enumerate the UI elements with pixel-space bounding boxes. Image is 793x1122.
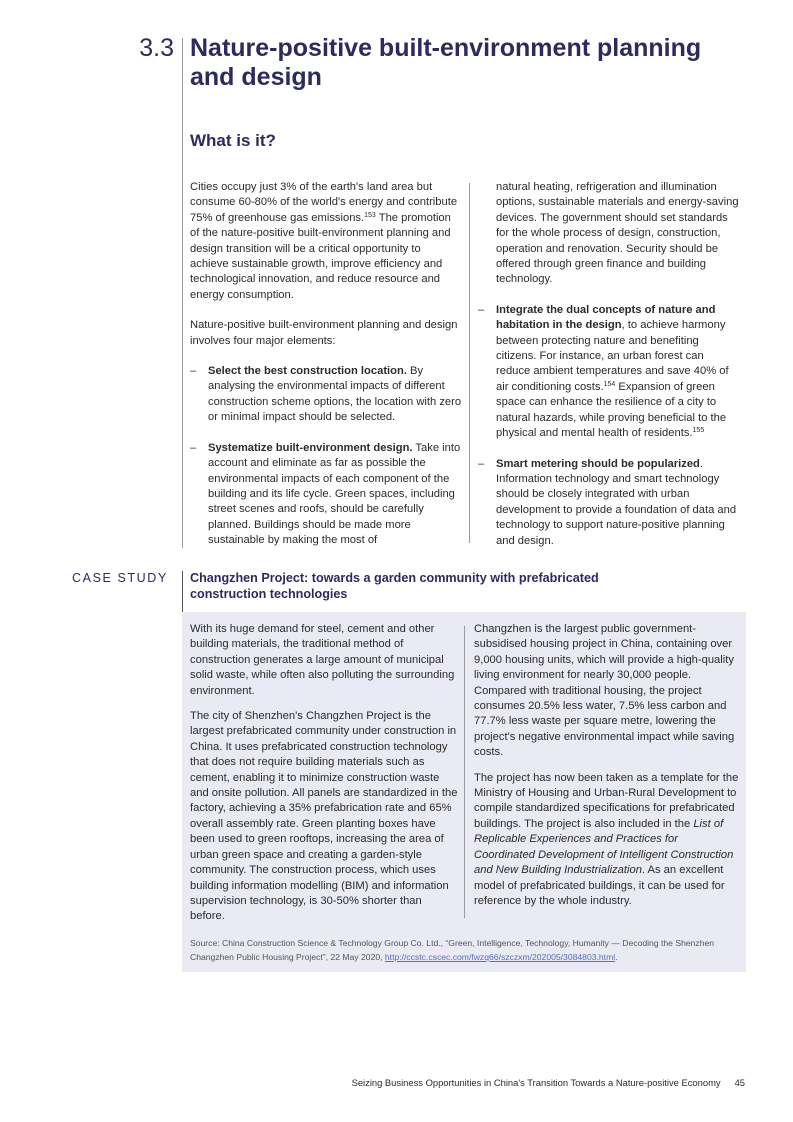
dash-bullet: – (190, 365, 197, 378)
dash-bullet: – (478, 457, 485, 470)
intro-paragraph: Cities occupy just 3% of the earth's land area but consume 60-80% of the world's energy and contribute 75% of greenhouse gas emissions.$^{153}$ The promotion of the nature-positive built-environment planning and design transition will be a critical opportunity to achieve sustainable growth, improve efficiency and technological innovation, and reduce resource and energy consumption. (190, 181, 458, 301)
case-study-title: Changzhen Project: towards a garden community with prefabricated construction technologies (190, 571, 599, 601)
case-paragraph: Changzhen is the largest public government-subsidised housing project in China, containing over 9,000 housing units, which will provide a high-quality living environment for nearly 30,000 people. Compared with traditional housing, the project consumes 20.5% less water, 7.5% less carbon and 77.7% less waste per square metre, lowering the project's negative environmental impact while saving costs. (474, 623, 735, 759)
elements-intro: Nature-positive built-environment planning and design involves four major elements: (190, 319, 458, 347)
case-paragraph: With its huge demand for steel, cement and other building materials, the traditional method of construction generates a large amount of municipal solid waste, while often also polluting the surrounding environment. (190, 623, 455, 697)
case-study-left-column (190, 622, 458, 935)
source-link[interactable]: http://ccstc.cscec.com/fwzq66/szczxm/202005/3084803.html (384, 952, 616, 962)
left-column (190, 180, 462, 564)
section-divider (182, 38, 183, 548)
case-paragraph: The project has now been taken as a template for the Ministry of Housing and Urban-Rural Development to compile standardized specifications for prefabricated buildings. The project is also included in the List of Replicable Experiences and Practices for Coordinated Development of Intelligent Construction and New Building Industrialization. As an excellent model of prefabricated buildings, it can be used for reference by the whole industry. (474, 771, 739, 907)
list-item: – Integrate the dual concepts of nature and habitation in the design, to achieve harmony between protecting nature and benefiting citizens. For instance, an urban forest can reduce ambient temperatures and save 40% of air conditioning costs.$^{154}$ Expansion of green space can enhance the resilience of a city to natural hazards, while proving beneficial to the physical and mental health of residents.$^{155}$ (478, 303, 729, 440)
column-divider (469, 183, 470, 543)
footnote-ref[interactable]: 154 (603, 380, 616, 388)
publication-title: List of Replicable Experiences and Practices for Coordinated Development of Intelligent Construction and New Building Industrialization (474, 817, 734, 877)
case-column-divider (464, 626, 465, 918)
list-item: – Smart metering should be popularized. Information technology and smart technology should be closely integrated with urban development to provide a foundation of data and technology to support nature-positive planning and design. (478, 457, 737, 547)
case-paragraph: The city of Shenzhen's Changzhen Project is the largest prefabricated community under construction in China. It uses prefabricated construction technology that does not require building materials such as cement, enabling it to minimize construction waste and onsite pollution. All panels are standardized in the factory, achieving a 35% prefabrication rate and 65% overall assembly rate. Green planting boxes have been used to green rooftops, increasing the area of urban green space and creating a garden-style community. The construction process, which uses building information modelling (BIM) and information supervision technology, is 30-50% shorter than before. (190, 710, 458, 923)
page-number: 45 (734, 1077, 745, 1088)
case-study-label: CASE STUDY (72, 571, 168, 585)
section-title: Nature-positive built-environment planning and design (190, 34, 702, 91)
list-item: – Select the best construction location. By analysing the environmental impacts of different construction scheme options, the location with zero or minimal impact should be selected. (190, 365, 462, 424)
footer-title: Seizing Business Opportunities in China's Transition Towards a Nature-positive Economy (351, 1077, 721, 1088)
footnote-ref[interactable]: 153 (364, 211, 376, 219)
page-footer (352, 1077, 745, 1088)
source-note: Source: China Construction Science & Technology Group Co. Ltd., “Green, Intelligence, Technology, Humanity — Decoding the Shenzhen Changzhen Public Housing Project”, 22 May 2020, http://ccstc.cscec.com/fwzq66/szczxm/202005/3084803.html. (190, 938, 715, 962)
section-number: 3.3 (139, 34, 174, 62)
continued-paragraph: natural heating, refrigeration and illumination options, sustainable materials and energy-saving devices. The government should set standards for the whole process of design, construction, operation and renovation. Security should be offered through green finance and building technology. (496, 181, 739, 286)
dash-bullet: – (478, 303, 485, 316)
right-column (478, 180, 740, 564)
footnote-ref[interactable]: 155 (692, 427, 705, 435)
list-item: – Systematize built-environment design. Take into account and eliminate as far as possible the environmental impacts of each component of the building and its life cycle. Green spaces, including street scenes and roofs, should be carefully planned. Buildings should be made more sustainable by making the most of (190, 441, 461, 547)
subsection-title: What is it? (190, 131, 276, 150)
case-study-right-column (474, 622, 742, 919)
dash-bullet: – (190, 441, 197, 454)
